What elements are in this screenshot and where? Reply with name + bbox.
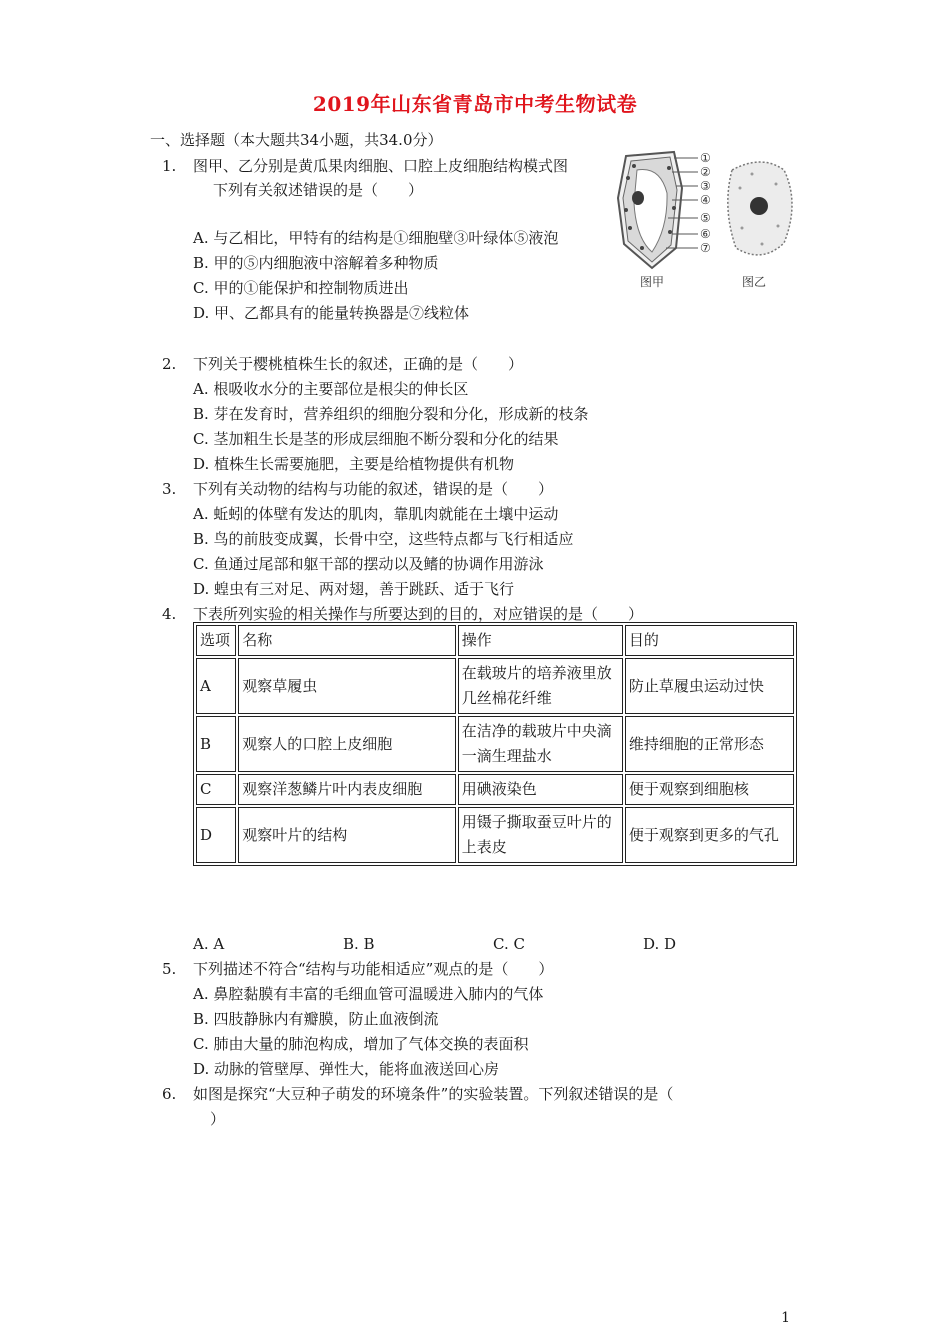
row-c-option: C (196, 774, 236, 805)
q4-answer-c[interactable]: C. C (493, 935, 525, 953)
q5-option-d[interactable]: D. 动脉的管壁厚、弹性大，能将血液送回心房 (193, 1060, 500, 1078)
q2-option-a[interactable]: A. 根吸收水分的主要部位是根尖的伸长区 (193, 380, 469, 398)
q2-option-c[interactable]: C. 茎加粗生长是茎的形成层细胞不断分裂和分化的结果 (193, 430, 559, 448)
table-row (196, 807, 794, 863)
q4-number: 4. (162, 605, 177, 623)
row-c-operation: 用碘液染色 (458, 774, 623, 805)
row-a-name: 观察草履虫 (238, 658, 455, 714)
row-c-name: 观察洋葱鳞片叶内表皮细胞 (238, 774, 455, 805)
section-heading: 一、选择题（本大题共34小题，共34.0分） (150, 131, 443, 149)
row-b-op2: 一滴生理盐水 (461, 747, 552, 765)
q5-number: 5. (162, 960, 177, 978)
q6-number: 6. (162, 1085, 177, 1103)
q3-option-c[interactable]: C. 鱼通过尾部和躯干部的摆动以及鳍的协调作用游泳 (193, 555, 544, 573)
fig-caption-b: 图乙 (742, 275, 767, 289)
fig-label-3: ③ (700, 179, 711, 193)
row-d-operation (458, 807, 623, 863)
row-b-purpose: 维持细胞的正常形态 (625, 716, 794, 772)
fig-caption-a: 图甲 (640, 275, 665, 289)
row-d-op2: 上表皮 (461, 838, 507, 856)
q5-stem: 下列描述不符合“结构与功能相适应”观点的是（ ） (193, 960, 554, 978)
header-option: 选项 (196, 625, 236, 656)
row-b-option: B (196, 716, 236, 772)
q3-stem: 下列有关动物的结构与功能的叙述，错误的是（ ） (193, 480, 554, 498)
fig-label-7: ⑦ (700, 241, 711, 255)
q1-option-d[interactable]: D. 甲、乙都具有的能量转换器是⑦线粒体 (193, 304, 470, 322)
fig-label-5: ⑤ (700, 211, 711, 225)
q1-option-a[interactable]: A. 与乙相比，甲特有的结构是①细胞壁③叶绿体⑤液泡 (193, 229, 559, 247)
q2-option-d[interactable]: D. 植株生长需要施肥，主要是给植物提供有机物 (193, 455, 515, 473)
q5-option-b[interactable]: B. 四肢静脉内有瓣膜，防止血液倒流 (193, 1010, 439, 1028)
row-a-operation (458, 658, 623, 714)
fig-label-4: ④ (700, 193, 711, 207)
q6-stem-line2: ） (210, 1110, 226, 1128)
q4-answer-b[interactable]: B. B (343, 935, 375, 953)
page-title: 2019年山东省青岛市中考生物试卷 (312, 92, 638, 116)
q2-stem: 下列关于樱桃植株生长的叙述，正确的是（ ） (193, 355, 524, 373)
q1-option-c[interactable]: C. 甲的①能保护和控制物质进出 (193, 279, 409, 297)
header-operation: 操作 (458, 625, 623, 656)
table-row (196, 716, 794, 772)
q6-stem-line1: 如图是探究“大豆种子萌发的环境条件”的实验装置。下列叙述错误的是（ (193, 1085, 674, 1103)
row-b-op1: 在洁净的载玻片中央滴 (461, 722, 612, 740)
q1-option-b[interactable]: B. 甲的⑤内细胞液中溶解着多种物质 (193, 254, 439, 272)
header-purpose: 目的 (625, 625, 794, 656)
q3-number: 3. (162, 480, 177, 498)
q1-stem-line2: 下列有关叙述错误的是（ ） (213, 181, 424, 199)
q5-option-c[interactable]: C. 肺由大量的肺泡构成，增加了气体交换的表面积 (193, 1035, 529, 1053)
header-name: 名称 (238, 625, 455, 656)
q4-answer-a[interactable]: A. A (193, 935, 225, 953)
row-a-op2: 几丝棉花纤维 (461, 689, 552, 707)
q5-option-a[interactable]: A. 鼻腔黏膜有丰富的毛细血管可温暖进入肺内的气体 (193, 985, 544, 1003)
experiment-table (193, 622, 797, 866)
fig-label-6: ⑥ (700, 227, 711, 241)
q3-option-d[interactable]: D. 蝗虫有三对足、两对翅，善于跳跃、适于飞行 (193, 580, 515, 598)
row-d-option: D (196, 807, 236, 863)
q2-option-b[interactable]: B. 芽在发育时，营养组织的细胞分裂和分化，形成新的枝条 (193, 405, 589, 423)
row-b-name: 观察人的口腔上皮细胞 (238, 716, 455, 772)
q4-stem: 下表所列实验的相关操作与所要达到的目的，对应错误的是（ ） (193, 605, 644, 623)
fig-label-2: ② (700, 165, 711, 179)
row-c-purpose: 便于观察到细胞核 (625, 774, 794, 805)
table-header-row (196, 625, 794, 656)
q1-number: 1. (162, 157, 177, 175)
q1-stem-line1: 图甲、乙分别是黄瓜果肉细胞、口腔上皮细胞结构模式图 (193, 157, 569, 175)
row-a-option: A (196, 658, 236, 714)
page-number: 1 (781, 1310, 790, 1326)
row-d-purpose: 便于观察到更多的气孔 (625, 807, 794, 863)
cell-figure (612, 148, 802, 293)
row-d-op1: 用镊子撕取蚕豆叶片的 (461, 813, 612, 831)
row-b-operation (458, 716, 623, 772)
row-d-name: 观察叶片的结构 (238, 807, 455, 863)
q3-option-a[interactable]: A. 蚯蚓的体壁有发达的肌肉，靠肌肉就能在土壤中运动 (193, 505, 559, 523)
fig-label-1: ① (700, 151, 711, 165)
q3-option-b[interactable]: B. 鸟的前肢变成翼，长骨中空，这些特点都与飞行相适应 (193, 530, 574, 548)
row-a-purpose: 防止草履虫运动过快 (625, 658, 794, 714)
row-a-op1: 在载玻片的培养液里放 (461, 664, 612, 682)
q4-answer-d[interactable]: D. D (643, 935, 677, 953)
table-row (196, 774, 794, 805)
q2-number: 2. (162, 355, 177, 373)
table-row (196, 658, 794, 714)
